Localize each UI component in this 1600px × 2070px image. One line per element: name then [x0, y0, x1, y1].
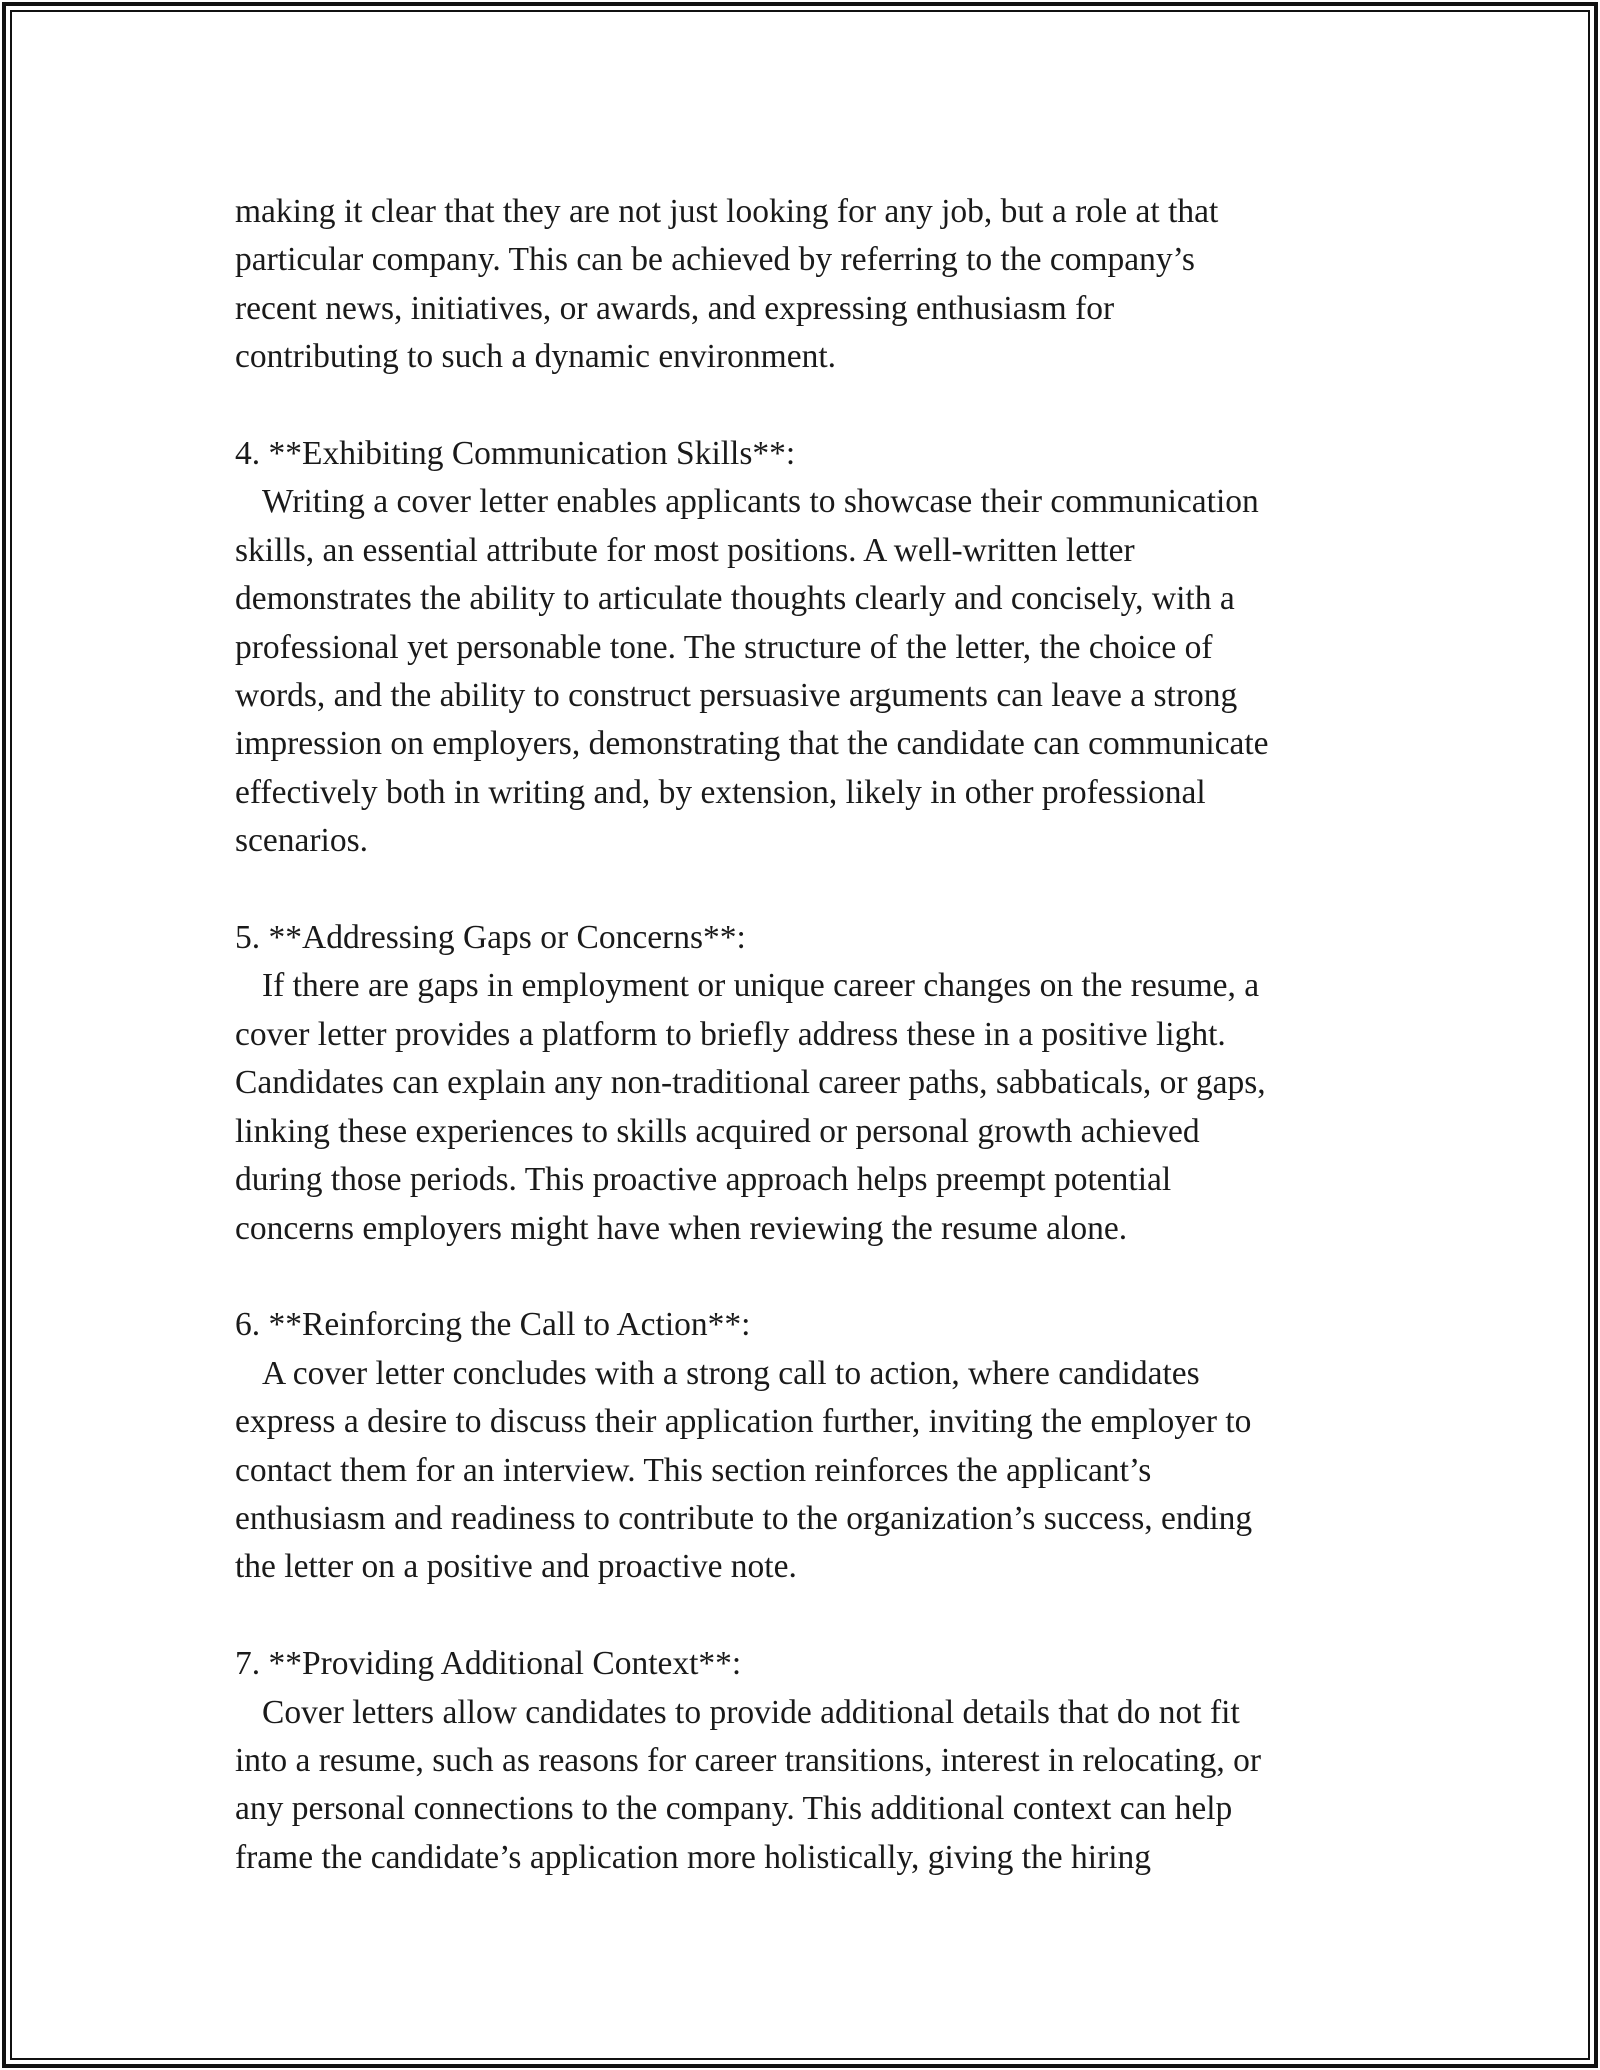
section-body: Writing a cover letter enables applicants to showcase their communication skills, an essential attribute for most positions. A well-written letter demonstrates the ability to articulate thoughts clearly and concisely, with a professional yet personable tone. The structure of the letter, the choice of words, and the ability to construct persuasive arguments can leave a strong impression on employers, demonstrating that the candidate can communicate effectively both in writing and, by extension, likely in other professional scenarios.: [235, 483, 1269, 860]
section-heading: 5. **Addressing Gaps or Concerns**:: [235, 919, 746, 957]
section-heading: 4. **Exhibiting Communication Skills**:: [235, 435, 796, 473]
section-heading: 7. **Providing Additional Context**:: [235, 1645, 742, 1683]
section-addressing-gaps: [235, 914, 1385, 1253]
document-body: [235, 188, 1385, 1882]
section-body: If there are gaps in employment or unique career changes on the resume, a cover letter provides a platform to briefly address these in a positive light. Candidates can explain any non-traditional career paths, sabbaticals, or gaps, linking these experiences to skills acquired or personal growth achieved during those periods. This proactive approach helps preempt potential concerns employers might have when reviewing the resume alone.: [235, 967, 1266, 1247]
intro-paragraph: making it clear that they are not just looking for any job, but a role at that particular company. This can be achieved by referring to the company’s recent news, initiatives, or awards, and expressing enthusiasm for contributing to such a dynamic environment.: [235, 193, 1219, 376]
section-body: A cover letter concludes with a strong call to action, where candidates express a desire to discuss their application further, inviting the employer to contact them for an interview. This section reinforces the applicant’s enthusiasm and readiness to contribute to the organization’s success, ending the letter on a positive and proactive note.: [235, 1354, 1253, 1586]
section-body: Cover letters allow candidates to provide additional details that do not fit into a resume, such as reasons for career transitions, interest in relocating, or any personal connections to the company. This additional context can help frame the candidate’s application more holistically, giving the hiring: [235, 1693, 1262, 1876]
section-call-to-action: [235, 1301, 1385, 1591]
section-additional-context: [235, 1640, 1385, 1882]
section-communication-skills: [235, 430, 1385, 866]
section-heading: 6. **Reinforcing the Call to Action**:: [235, 1306, 751, 1344]
